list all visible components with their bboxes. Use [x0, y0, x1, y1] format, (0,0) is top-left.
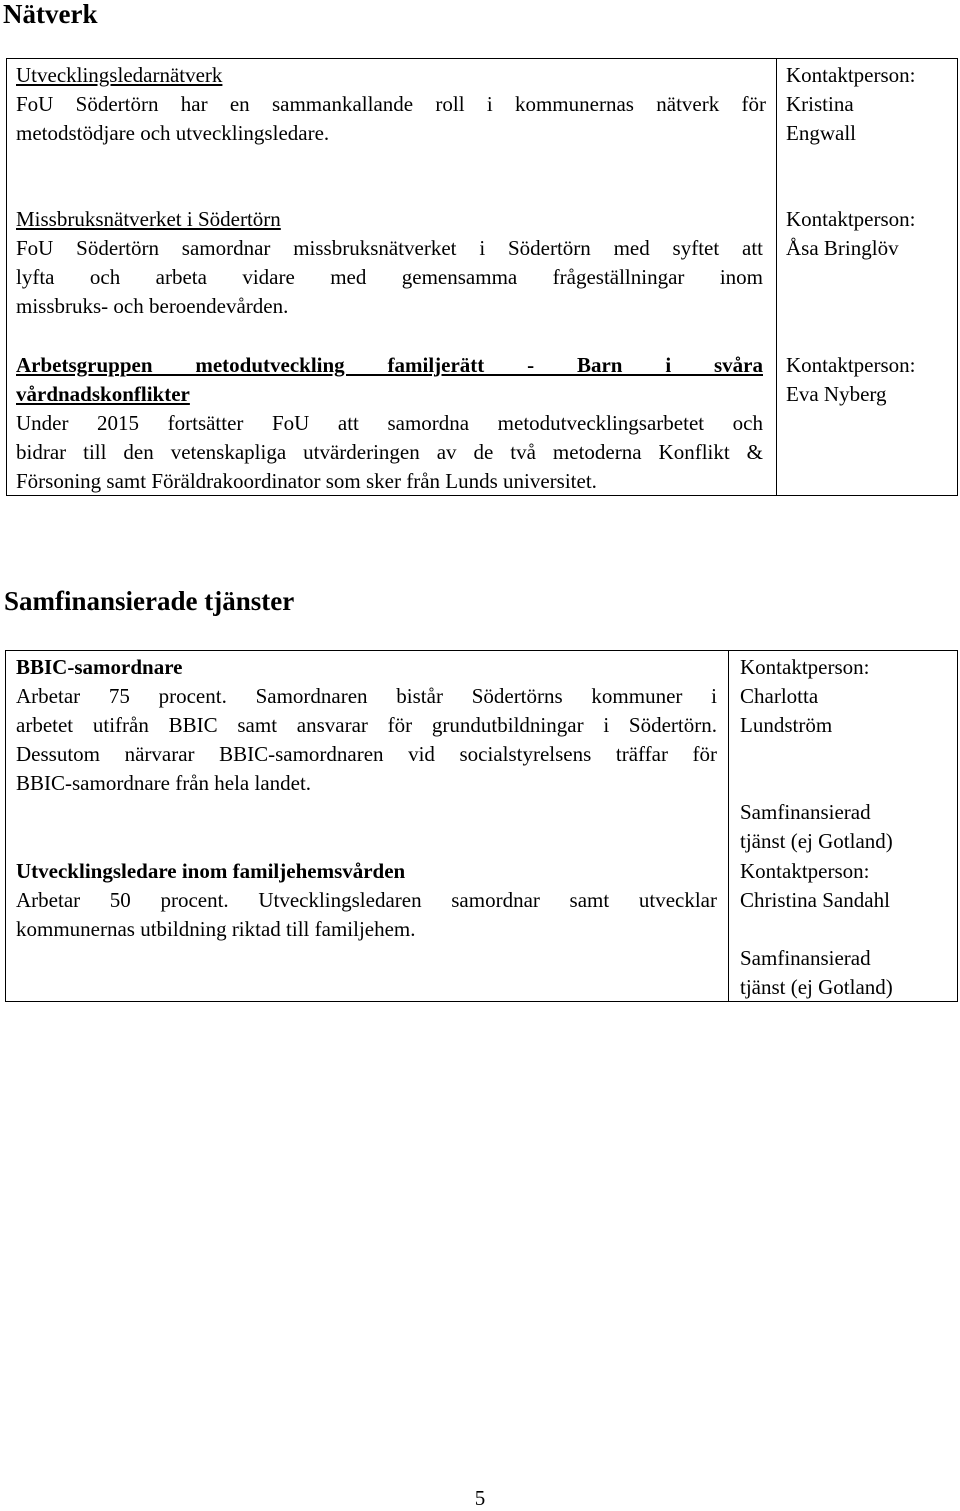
item-text-line: metodstödjare och utvecklingsledare. — [16, 121, 330, 145]
contact-label: Kontaktperson: — [740, 859, 870, 883]
item-text-line: kommunernas utbildning riktad till familjehem. — [16, 917, 416, 941]
item-text-line: Arbetar 75 procent. Samordnaren bistår Södertörns kommuner i — [16, 684, 717, 708]
item-text-line: BBIC-samordnare från hela landet. — [16, 771, 312, 795]
item-title: Utvecklingsledarnätverk — [16, 63, 223, 87]
network-item-contact — [786, 61, 956, 148]
network-item-familjeratt — [16, 351, 763, 496]
item-text-line: FoU Södertörn samordnar missbruksnätverket i Södertörn med syftet att — [16, 236, 763, 260]
item-text-line: Under 2015 fortsätter FoU att samordna metodutvecklingsarbetet och — [16, 411, 763, 435]
cofunded-item-contact — [740, 857, 955, 915]
item-text-line: Försoning samt Föräldrakoordinator som sker från Lunds universitet. — [16, 469, 597, 493]
network-item-missbruk — [16, 205, 763, 321]
network-item-contact — [786, 351, 956, 409]
section-heading-samfinansierade: Samfinansierade tjänster — [4, 586, 295, 616]
funding-note: Samfinansierad — [740, 800, 871, 824]
item-title: Utvecklingsledare inom familjehemsvården — [16, 859, 406, 883]
item-text-line: FoU Södertörn har en sammankallande roll i kommunernas nätverk för — [16, 92, 766, 116]
contact-label: Kontaktperson: — [786, 353, 916, 377]
cofunded-item-familjehem — [16, 857, 717, 944]
contact-name: Engwall — [786, 121, 856, 145]
item-text-line: bidrar till den vetenskapliga utvärderingen av de två metoderna Konflikt & — [16, 440, 763, 464]
contact-name: Lundström — [740, 713, 833, 737]
item-title: vårdnadskonflikter — [16, 382, 190, 406]
item-title: Missbruksnätverket i Södertörn — [16, 207, 281, 231]
contact-name: Christina Sandahl — [740, 888, 890, 912]
contact-name: Eva Nyberg — [786, 382, 887, 406]
contact-name: Åsa Bringlöv — [786, 236, 899, 260]
contact-label: Kontaktperson: — [740, 655, 870, 679]
page-number: 5 — [474, 1486, 486, 1510]
contact-name: Kristina — [786, 92, 854, 116]
item-title: BBIC-samordnare — [16, 655, 183, 679]
item-text-line: arbetet utifrån BBIC samt ansvarar för grundutbildningar i Södertörn. — [16, 713, 717, 737]
item-text-line: Arbetar 50 procent. Utvecklingsledaren samordnar samt utvecklar — [16, 888, 717, 912]
item-title: Arbetsgruppen metodutveckling familjerätt - Barn i svåra — [16, 353, 763, 377]
cofunded-item-contact — [740, 653, 955, 740]
cofunded-table-divider — [728, 650, 729, 1002]
network-table-divider — [776, 58, 777, 496]
item-text-line: Dessutom närvarar BBIC-samordnaren vid socialstyrelsens träffar för — [16, 742, 717, 766]
contact-name: Charlotta — [740, 684, 819, 708]
funding-note: tjänst (ej Gotland) — [740, 829, 893, 853]
network-item-contact — [786, 205, 956, 263]
network-item-utvecklingsledare — [16, 61, 766, 148]
section-heading-natverk: Nätverk — [3, 0, 98, 29]
item-text-line: missbruks- och beroendevården. — [16, 294, 289, 318]
contact-label: Kontaktperson: — [786, 63, 916, 87]
cofunded-item-note — [740, 944, 955, 1002]
contact-label: Kontaktperson: — [786, 207, 916, 231]
cofunded-item-note — [740, 798, 955, 856]
funding-note: Samfinansierad — [740, 946, 871, 970]
item-text-line: lyfta och arbeta vidare med gemensamma frågeställningar inom — [16, 265, 763, 289]
cofunded-item-bbic — [16, 653, 717, 798]
funding-note: tjänst (ej Gotland) — [740, 975, 893, 999]
